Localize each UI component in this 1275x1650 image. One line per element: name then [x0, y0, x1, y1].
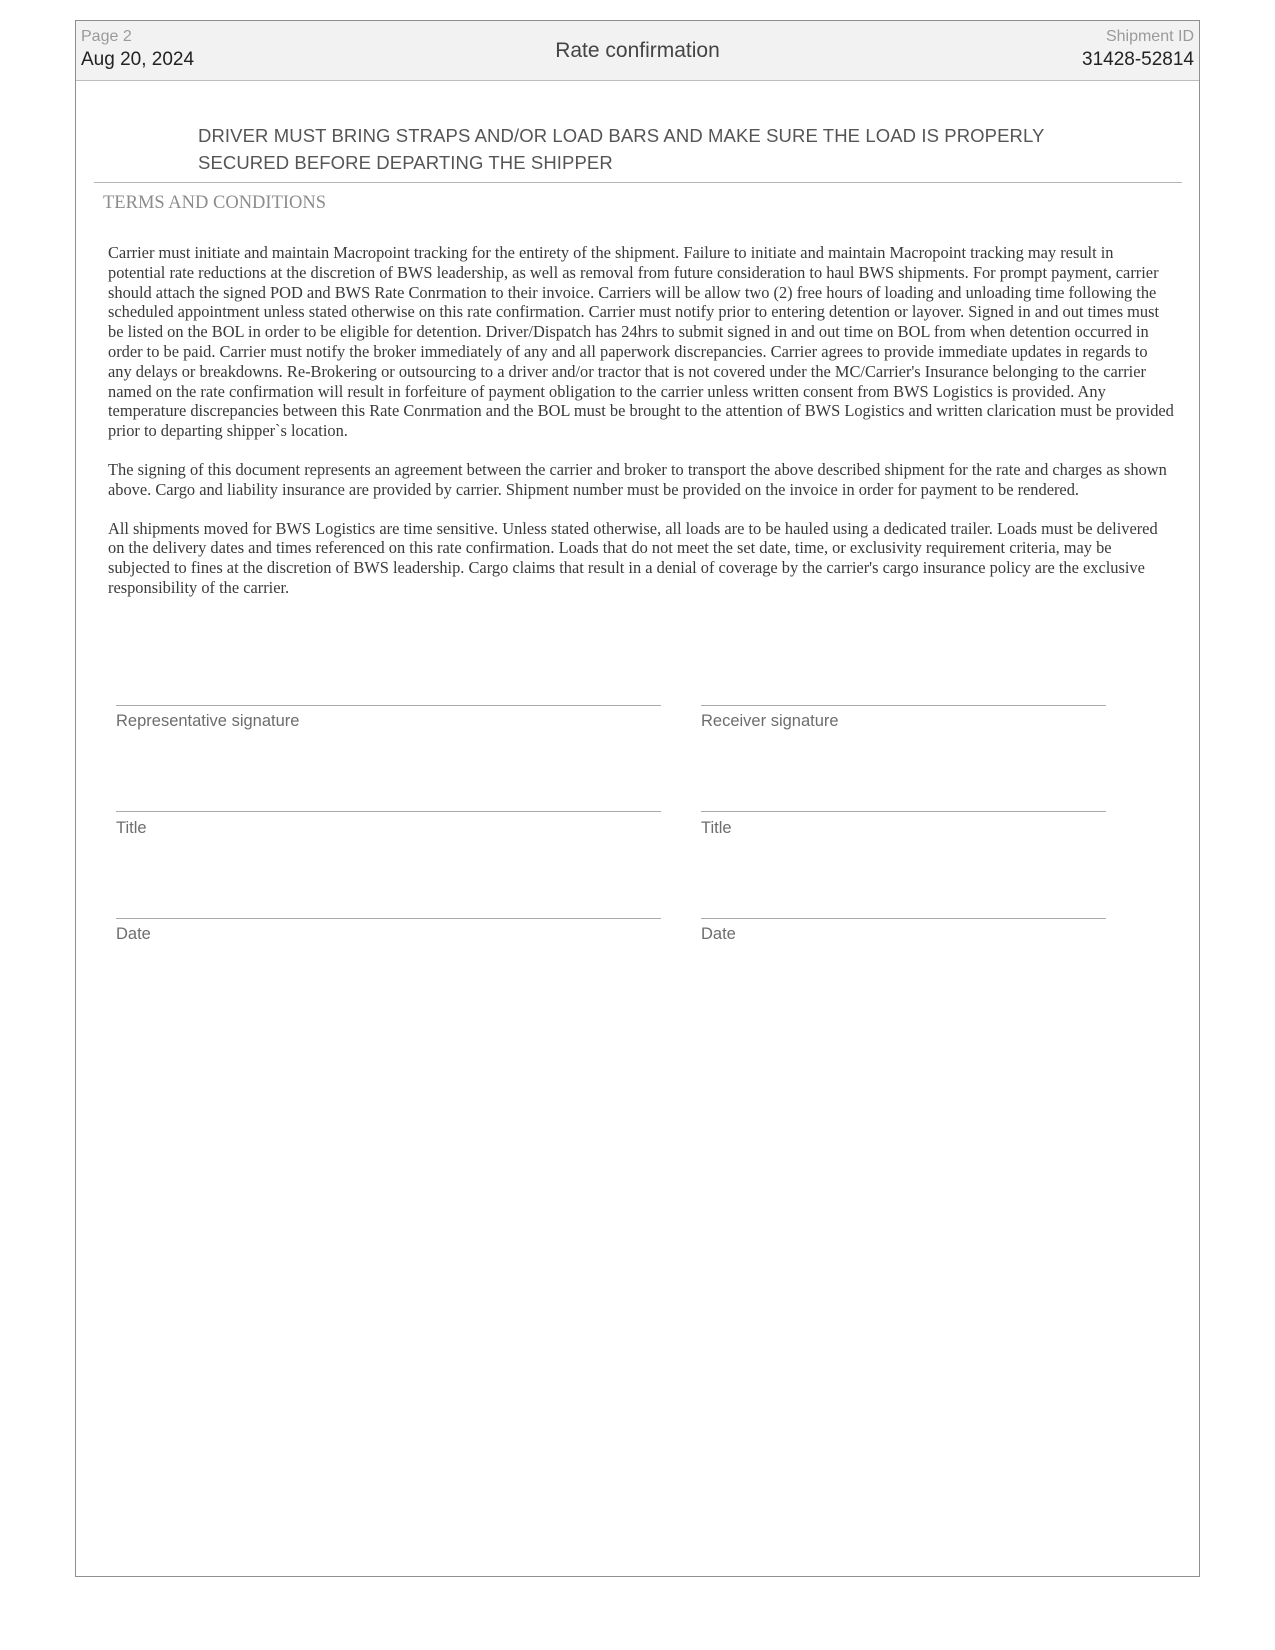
- document-page: [75, 20, 1200, 1577]
- driver-notice: DRIVER MUST BRING STRAPS AND/OR LOAD BARS AND MAKE SURE THE LOAD IS PROPERLY SECURED BEFORE DEPARTING THE SHIPPER: [198, 125, 1045, 173]
- representative-date-line[interactable]: [116, 918, 661, 919]
- terms-body: [108, 243, 1174, 617]
- terms-paragraph: Carrier must initiate and maintain Macropoint tracking for the entirety of the shipment. Failure to initiate and maintain Macropoint tracking may result in potential rate reductions at the discretion of BWS leadership, as well as removal from future consideration to haul BWS shipments. For prompt payment, carrier should attach the signed POD and BWS Rate Conrmation to their invoice. Carriers will be allow two (2) free hours of loading and unloading time following the scheduled appointment unless stated otherwise on this rate confirmation. Carrier must notify prior to entering detention or layover. Signed in and out times must be listed on the BOL in order to be eligible for detention. Driver/Dispatch has 24hrs to submit signed in and out time on BOL from when detention occurred in order to be paid. Carrier must notify the broker immediately of any and all paperwork discrepancies. Carrier agrees to provide immediate updates in regards to any delays or breakdowns. Re-Brokering or outsourcing to a driver and/or tractor that is not covered under the MC/Carrier's Insurance belonging to the carrier named on the rate confirmation will result in forfeiture of payment obligation to the carrier unless written consent from BWS Logistics is provided. Any temperature discrepancies between this Rate Conrmation and the BOL must be brought to the attention of BWS Logistics and written clarication must be provided prior to departing shipper`s location.: [108, 243, 1174, 441]
- header-right: [1082, 27, 1194, 73]
- page-header: [76, 21, 1199, 81]
- representative-signature-line[interactable]: [116, 705, 661, 706]
- receiver-date-label: Date: [701, 925, 736, 943]
- shipment-id-label: Shipment ID: [1105, 28, 1194, 45]
- representative-date-label: Date: [116, 925, 151, 943]
- terms-paragraph: The signing of this document represents an agreement between the carrier and broker to transport the above described shipment for the rate and charges as shown above. Cargo and liability insurance are provided by carrier. Shipment number must be provided on the invoice in order for payment to be rendered.: [108, 459, 1167, 499]
- document-title: Rate confirmation: [555, 39, 720, 62]
- receiver-title-label: Title: [701, 819, 732, 837]
- representative-title-line[interactable]: [116, 811, 661, 812]
- receiver-title-line[interactable]: [701, 811, 1106, 812]
- representative-title-label: Title: [116, 819, 147, 837]
- shipment-id: 31428-52814: [1082, 49, 1194, 70]
- page-number: Page 2: [81, 28, 132, 45]
- receiver-signature-label: Receiver signature: [701, 712, 839, 730]
- receiver-signature-line[interactable]: [701, 705, 1106, 706]
- representative-signature-label: Representative signature: [116, 712, 300, 730]
- section-divider: [94, 182, 1182, 183]
- terms-paragraph: All shipments moved for BWS Logistics are time sensitive. Unless stated otherwise, all loads are to be hauled using a dedicated trailer. Loads must be delivered on the delivery dates and times referenced on this rate confirmation. Loads that do not meet the set date, time, or exclusivity requirement criteria, may be subjected to fines at the discretion of BWS leadership. Cargo claims that result in a denial of coverage by the carrier's cargo insurance policy are the exclusive responsibility of the carrier.: [108, 518, 1158, 597]
- receiver-date-line[interactable]: [701, 918, 1106, 919]
- terms-heading: TERMS AND CONDITIONS: [103, 193, 327, 213]
- document-date: Aug 20, 2024: [81, 49, 195, 70]
